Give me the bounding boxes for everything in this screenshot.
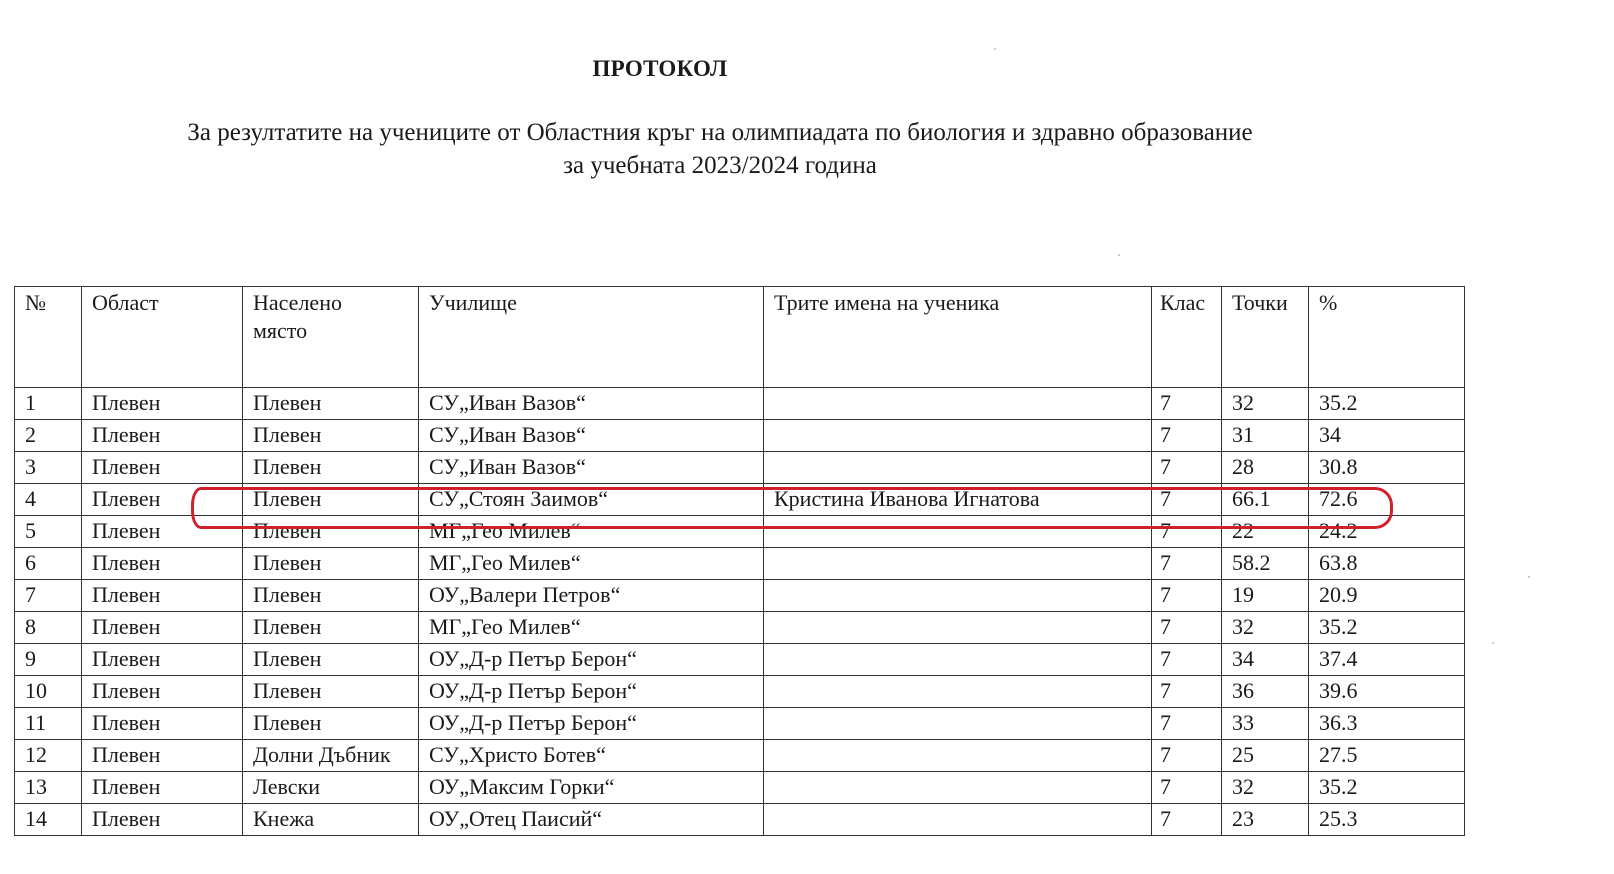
cell-points: 36 bbox=[1222, 676, 1309, 708]
cell-percent: 35.2 bbox=[1309, 388, 1465, 420]
cell-town: Кнежа bbox=[243, 804, 419, 836]
header-school: Училище bbox=[419, 287, 764, 388]
cell-school: ОУ„Валери Петров“ bbox=[419, 580, 764, 612]
cell-points: 32 bbox=[1222, 388, 1309, 420]
cell-no: 10 bbox=[15, 676, 82, 708]
cell-town: Плевен bbox=[243, 580, 419, 612]
cell-town: Плевен bbox=[243, 548, 419, 580]
table-row bbox=[15, 772, 1465, 804]
cell-student-name bbox=[764, 772, 1152, 804]
subtitle-line-1: За резултатите на учениците от Областния кръг на олимпиадата по биология и здравно образование bbox=[187, 119, 1253, 146]
header-percent: % bbox=[1309, 287, 1465, 388]
header-town bbox=[243, 287, 419, 388]
cell-no: 11 bbox=[15, 708, 82, 740]
cell-no: 6 bbox=[15, 548, 82, 580]
cell-town: Плевен bbox=[243, 676, 419, 708]
cell-grade: 7 bbox=[1152, 420, 1222, 452]
cell-percent: 24.2 bbox=[1309, 516, 1465, 548]
cell-town: Плевен bbox=[243, 644, 419, 676]
cell-points: 32 bbox=[1222, 612, 1309, 644]
cell-student-name bbox=[764, 452, 1152, 484]
cell-points: 32 bbox=[1222, 772, 1309, 804]
cell-region: Плевен bbox=[82, 804, 243, 836]
cell-points: 33 bbox=[1222, 708, 1309, 740]
cell-region: Плевен bbox=[82, 420, 243, 452]
cell-no: 12 bbox=[15, 740, 82, 772]
cell-no: 5 bbox=[15, 516, 82, 548]
cell-student-name bbox=[764, 612, 1152, 644]
cell-points: 58.2 bbox=[1222, 548, 1309, 580]
cell-region: Плевен bbox=[82, 740, 243, 772]
cell-no: 3 bbox=[15, 452, 82, 484]
document-subtitle bbox=[0, 116, 1440, 182]
cell-town: Левски bbox=[243, 772, 419, 804]
header-region: Област bbox=[82, 287, 243, 388]
cell-school: ОУ„Максим Горки“ bbox=[419, 772, 764, 804]
cell-town: Плевен bbox=[243, 516, 419, 548]
cell-points: 31 bbox=[1222, 420, 1309, 452]
cell-town: Плевен bbox=[243, 420, 419, 452]
cell-school: СУ„Иван Вазов“ bbox=[419, 452, 764, 484]
cell-region: Плевен bbox=[82, 676, 243, 708]
cell-student-name bbox=[764, 708, 1152, 740]
cell-percent: 30.8 bbox=[1309, 452, 1465, 484]
cell-points: 34 bbox=[1222, 644, 1309, 676]
cell-region: Плевен bbox=[82, 548, 243, 580]
cell-school: МГ„Гео Милев“ bbox=[419, 516, 764, 548]
cell-percent: 37.4 bbox=[1309, 644, 1465, 676]
cell-grade: 7 bbox=[1152, 772, 1222, 804]
cell-town: Плевен bbox=[243, 452, 419, 484]
cell-points: 19 bbox=[1222, 580, 1309, 612]
cell-town: Плевен bbox=[243, 612, 419, 644]
cell-percent: 25.3 bbox=[1309, 804, 1465, 836]
cell-grade: 7 bbox=[1152, 452, 1222, 484]
cell-grade: 7 bbox=[1152, 484, 1222, 516]
cell-student-name bbox=[764, 804, 1152, 836]
table-row bbox=[15, 804, 1465, 836]
table-row bbox=[15, 612, 1465, 644]
scan-speck bbox=[1492, 642, 1494, 644]
cell-no: 13 bbox=[15, 772, 82, 804]
header-name: Трите имена на ученика bbox=[764, 287, 1152, 388]
cell-student-name bbox=[764, 516, 1152, 548]
cell-no: 1 bbox=[15, 388, 82, 420]
cell-town: Плевен bbox=[243, 388, 419, 420]
cell-no: 2 bbox=[15, 420, 82, 452]
table-row bbox=[15, 548, 1465, 580]
cell-percent: 35.2 bbox=[1309, 612, 1465, 644]
cell-student-name bbox=[764, 388, 1152, 420]
header-town-label: Населено място bbox=[253, 290, 342, 343]
table-row bbox=[15, 580, 1465, 612]
cell-student-name bbox=[764, 580, 1152, 612]
cell-grade: 7 bbox=[1152, 644, 1222, 676]
cell-no: 9 bbox=[15, 644, 82, 676]
scan-speck bbox=[1118, 254, 1120, 256]
cell-grade: 7 bbox=[1152, 804, 1222, 836]
cell-percent: 35.2 bbox=[1309, 772, 1465, 804]
header-grade: Клас bbox=[1152, 287, 1222, 388]
cell-points: 28 bbox=[1222, 452, 1309, 484]
table-row bbox=[15, 644, 1465, 676]
table-row bbox=[15, 676, 1465, 708]
header-no: № bbox=[15, 287, 82, 388]
table-header-row bbox=[15, 287, 1465, 388]
cell-student-name bbox=[764, 740, 1152, 772]
cell-student-name bbox=[764, 644, 1152, 676]
cell-region: Плевен bbox=[82, 484, 243, 516]
cell-percent: 72.6 bbox=[1309, 484, 1465, 516]
table-row bbox=[15, 388, 1465, 420]
cell-region: Плевен bbox=[82, 516, 243, 548]
cell-points: 22 bbox=[1222, 516, 1309, 548]
cell-region: Плевен bbox=[82, 772, 243, 804]
scan-speck bbox=[994, 48, 996, 50]
results-table bbox=[14, 286, 1465, 836]
cell-percent: 20.9 bbox=[1309, 580, 1465, 612]
cell-region: Плевен bbox=[82, 388, 243, 420]
cell-region: Плевен bbox=[82, 612, 243, 644]
cell-no: 7 bbox=[15, 580, 82, 612]
cell-student-name: Кристина Иванова Игнатова bbox=[764, 484, 1152, 516]
cell-no: 14 bbox=[15, 804, 82, 836]
cell-grade: 7 bbox=[1152, 516, 1222, 548]
cell-region: Плевен bbox=[82, 708, 243, 740]
table-row bbox=[15, 420, 1465, 452]
cell-town: Плевен bbox=[243, 708, 419, 740]
cell-region: Плевен bbox=[82, 580, 243, 612]
cell-town: Долни Дъбник bbox=[243, 740, 419, 772]
cell-grade: 7 bbox=[1152, 740, 1222, 772]
cell-grade: 7 bbox=[1152, 580, 1222, 612]
cell-region: Плевен bbox=[82, 452, 243, 484]
cell-town: Плевен bbox=[243, 484, 419, 516]
cell-school: ОУ„Д-р Петър Берон“ bbox=[419, 676, 764, 708]
cell-student-name bbox=[764, 548, 1152, 580]
cell-school: МГ„Гео Милев“ bbox=[419, 548, 764, 580]
cell-grade: 7 bbox=[1152, 708, 1222, 740]
table-row bbox=[15, 708, 1465, 740]
cell-region: Плевен bbox=[82, 644, 243, 676]
cell-school: СУ„Стоян Заимов“ bbox=[419, 484, 764, 516]
cell-grade: 7 bbox=[1152, 388, 1222, 420]
table-row bbox=[15, 740, 1465, 772]
cell-school: СУ„Христо Ботев“ bbox=[419, 740, 764, 772]
cell-percent: 36.3 bbox=[1309, 708, 1465, 740]
cell-percent: 39.6 bbox=[1309, 676, 1465, 708]
cell-percent: 27.5 bbox=[1309, 740, 1465, 772]
cell-school: ОУ„Д-р Петър Берон“ bbox=[419, 708, 764, 740]
table-row bbox=[15, 452, 1465, 484]
cell-student-name bbox=[764, 676, 1152, 708]
document-title: ПРОТОКОЛ bbox=[592, 56, 728, 81]
subtitle-line-2: за учебната 2023/2024 година bbox=[563, 152, 877, 179]
cell-school: СУ„Иван Вазов“ bbox=[419, 420, 764, 452]
cell-no: 4 bbox=[15, 484, 82, 516]
table-row-highlighted bbox=[15, 484, 1465, 516]
cell-points: 23 bbox=[1222, 804, 1309, 836]
cell-grade: 7 bbox=[1152, 676, 1222, 708]
cell-school: ОУ„Отец Паисий“ bbox=[419, 804, 764, 836]
cell-grade: 7 bbox=[1152, 548, 1222, 580]
cell-percent: 34 bbox=[1309, 420, 1465, 452]
cell-school: ОУ„Д-р Петър Берон“ bbox=[419, 644, 764, 676]
cell-points: 66.1 bbox=[1222, 484, 1309, 516]
header-points: Точки bbox=[1222, 287, 1309, 388]
scan-speck bbox=[1528, 576, 1530, 578]
cell-school: МГ„Гео Милев“ bbox=[419, 612, 764, 644]
cell-percent: 63.8 bbox=[1309, 548, 1465, 580]
cell-no: 8 bbox=[15, 612, 82, 644]
cell-school: СУ„Иван Вазов“ bbox=[419, 388, 764, 420]
cell-grade: 7 bbox=[1152, 612, 1222, 644]
cell-points: 25 bbox=[1222, 740, 1309, 772]
cell-student-name bbox=[764, 420, 1152, 452]
table-row bbox=[15, 516, 1465, 548]
